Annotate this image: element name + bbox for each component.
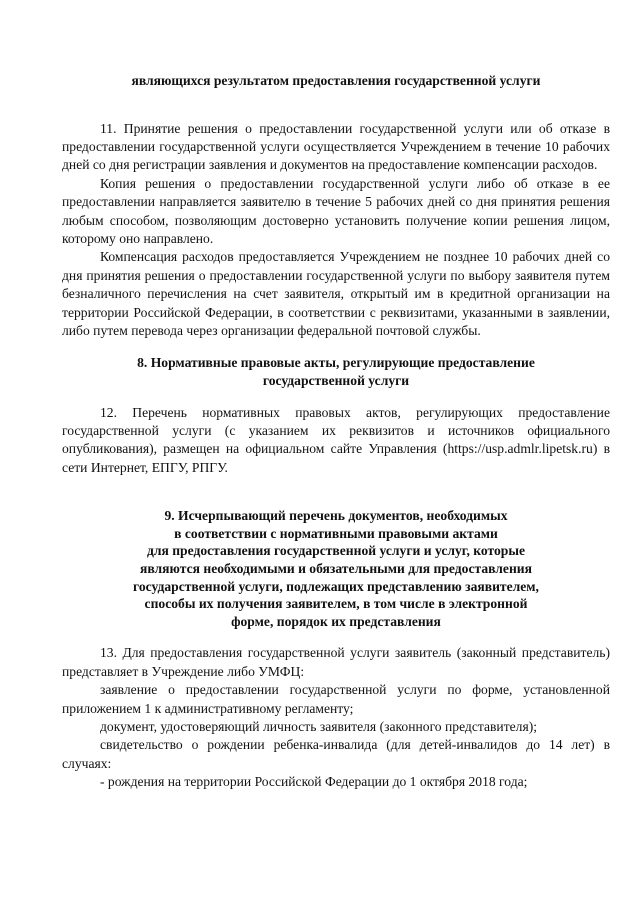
paragraph-11-decision: 11. Принятие решения о предоставлении государственной услуги или об отказе в предоставлении государственной услуги осуществляется Учреждением в течение 10 рабочих дней со дня регистрации заявления и документов на предоставление компенсации расходов. [62, 120, 610, 173]
paragraph-11-copy: Копия решения о предоставлении государственной услуги либо об отказе в ее предоставлении направляется заявителю в течение 5 рабочих дней со дня принятия решения любым способом, позволяющим достоверно установить получение копии решения лицом, которому оно направлено. [62, 175, 610, 247]
section-9-heading [62, 507, 610, 630]
paragraph-12-normative-acts: 12. Перечень нормативных правовых актов, регулирующих предоставление государственной услуги (с указанием их реквизитов и источников официального опубликования), размещен на официальном сайте Управления (https://usp.admlr.lipetsk.ru) в сети Интернет, ЕПГУ, РПГУ. [62, 404, 610, 475]
spacer [62, 390, 610, 404]
section-9-heading-line: государственной услуги, подлежащих представлению заявителем, [133, 578, 539, 594]
list-item: свидетельство о рождении ребенка-инвалида (для детей-инвалидов до 14 лет) в случаях: [62, 737, 610, 771]
list-item: документ, удостоверяющий личность заявителя (законного представителя); [100, 719, 538, 735]
section-8-heading [62, 354, 610, 389]
spacer [62, 630, 610, 644]
section-8-heading-line: 8. Нормативные правовые акты, регулирующие предоставление [137, 355, 535, 371]
spacer [62, 477, 610, 507]
spacer [62, 340, 610, 354]
section-8-heading-line: государственной услуги [262, 373, 410, 389]
spacer [62, 90, 610, 120]
section-9-heading-line: для предоставления государственной услуги и услуг, которые [146, 543, 526, 559]
list-item: - рождения на территории Российской Федерации до 1 октября 2018 года; [100, 774, 528, 790]
section-top-heading: являющихся результатом предоставления государственной услуги [131, 73, 541, 88]
section-9-heading-line: 9. Исчерпывающий перечень документов, необходимых [164, 508, 508, 524]
section-9-heading-line: являются необходимыми и обязательными для предоставления [140, 561, 532, 577]
paragraph-13-intro: 13. Для предоставления государственной услуги заявитель (законный представитель) представляет в Учреждение либо УМФЦ: [62, 645, 610, 679]
list-item: заявление о предоставлении государственной услуги по форме, установленной приложением 1 к административному регламенту; [62, 682, 610, 716]
section-9-heading-line: в соответствии с нормативными правовыми актами [174, 525, 498, 541]
document-body [62, 72, 610, 792]
paragraph-11-compensation: Компенсация расходов предоставляется Учреждением не позднее 10 рабочих дней со дня принятия решения о предоставлении государственной услуги по выбору заявителя путем безналичного перечисления на счет заявителя, открытый им в кредитной организации на территории Российской Федерации, в соответствии с реквизитами, указанными в заявлении, либо путем перевода через организации федеральной почтовой службы. [62, 249, 610, 339]
section-9-heading-line: способы их получения заявителем, в том числе в электронной [144, 596, 528, 612]
section-9-heading-line: форме, порядок их представления [231, 613, 441, 629]
